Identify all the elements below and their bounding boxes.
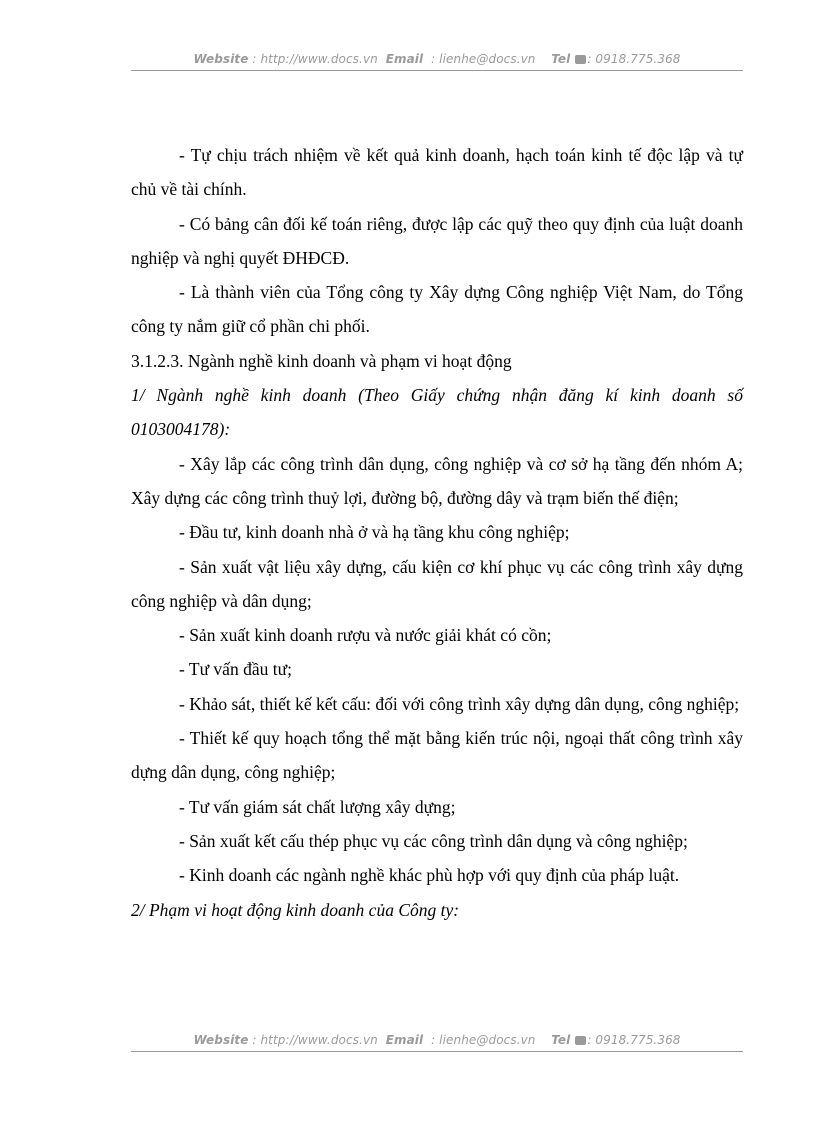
email-value: : lienhe@docs.vn bbox=[431, 1033, 536, 1047]
list-item: - Sản xuất kinh doanh rượu và nước giải khát có cồn; bbox=[179, 625, 552, 646]
subsection-heading: 1/ Ngành nghề kinh doanh (Theo Giấy chứng nhận đăng kí kinh doanh số 0103004178): bbox=[131, 385, 743, 440]
header-divider bbox=[131, 70, 743, 71]
tel-value: : 0918.775.368 bbox=[587, 52, 681, 66]
tel-label: Tel bbox=[551, 1033, 571, 1047]
list-item: - Thiết kế quy hoạch tổng thể mặt bằng kiến trúc nội, ngoại thất công trình xây dựng dân dụng, công nghiệp; bbox=[131, 728, 743, 783]
document-body bbox=[131, 138, 743, 927]
page-header bbox=[131, 52, 743, 66]
phone-icon bbox=[575, 55, 586, 64]
website-label: Website bbox=[193, 1033, 249, 1047]
paragraph: - Tự chịu trách nhiệm về kết quả kinh doanh, hạch toán kinh tế độc lập và tự chủ về tài chính. bbox=[131, 145, 743, 200]
list-item: - Kinh doanh các ngành nghề khác phù hợp với quy định của pháp luật. bbox=[179, 865, 680, 886]
email-label: Email bbox=[385, 52, 424, 66]
list-item: - Tư vấn giám sát chất lượng xây dựng; bbox=[179, 796, 456, 817]
email-value: : lienhe@docs.vn bbox=[431, 52, 536, 66]
email-label: Email bbox=[385, 1033, 424, 1047]
list-item: - Xây lắp các công trình dân dụng, công nghiệp và cơ sở hạ tầng đến nhóm A; Xây dựng các công trình thuỷ lợi, đường bộ, đường dây và trạm biến thế điện; bbox=[131, 453, 743, 508]
website-url: : http://www.docs.vn bbox=[252, 1033, 378, 1047]
page-footer bbox=[131, 1033, 743, 1047]
website-label: Website bbox=[193, 52, 249, 66]
list-item: - Đầu tư, kinh doanh nhà ở và hạ tầng khu công nghiệp; bbox=[179, 522, 570, 543]
paragraph: - Là thành viên của Tổng công ty Xây dựng Công nghiệp Việt Nam, do Tổng công ty nắm giữ cổ phần chi phối. bbox=[131, 282, 743, 337]
footer-divider bbox=[131, 1051, 743, 1052]
list-item: - Khảo sát, thiết kế kết cấu: đối với công trình xây dựng dân dụng, công nghiệp; bbox=[179, 693, 740, 714]
website-url: : http://www.docs.vn bbox=[252, 52, 378, 66]
list-item: - Sản xuất kết cấu thép phục vụ các công trình dân dụng và công nghiệp; bbox=[179, 830, 688, 851]
section-heading: 3.1.2.3. Ngành nghề kinh doanh và phạm vi hoạt động bbox=[131, 350, 512, 371]
list-item: - Tư vấn đầu tư; bbox=[179, 659, 292, 680]
tel-label: Tel bbox=[551, 52, 571, 66]
tel-value: : 0918.775.368 bbox=[587, 1033, 681, 1047]
phone-icon bbox=[575, 1036, 586, 1045]
list-item: - Sản xuất vật liệu xây dựng, cấu kiện cơ khí phục vụ các công trình xây dựng công nghiệp và dân dụng; bbox=[131, 556, 743, 611]
paragraph: - Có bảng cân đối kế toán riêng, được lập các quỹ theo quy định của luật doanh nghiệp và nghị quyết ĐHĐCĐ. bbox=[131, 213, 743, 268]
subsection-heading: 2/ Phạm vi hoạt động kinh doanh của Công ty: bbox=[131, 899, 460, 920]
